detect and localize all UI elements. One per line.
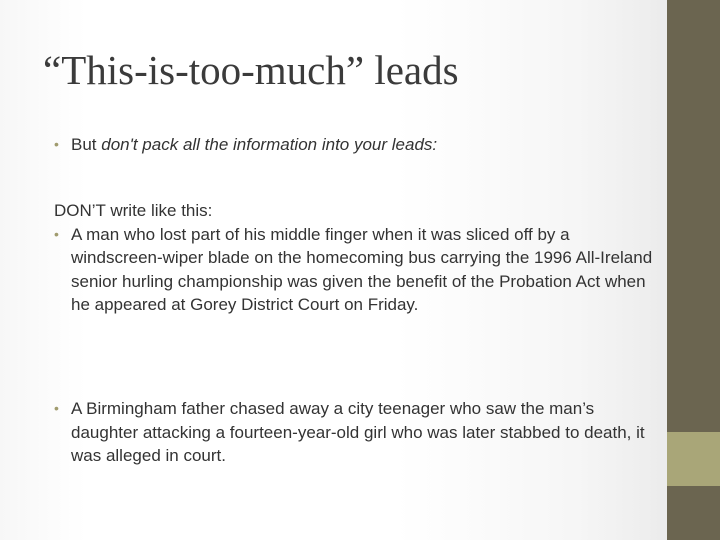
intro-bullet-row [54,133,654,157]
sidebar-dark-band [667,0,720,432]
dont-example-block [54,199,654,317]
intro-bullet-emphasis: don't pack all the information into your leads: [101,135,438,154]
intro-bullet-lead: But [71,135,102,154]
sidebar-bottom-band [667,486,720,540]
example-bullet-2 [54,397,654,468]
bullet-glyph: • [54,136,59,152]
sidebar-accent-block [667,432,720,486]
intro-bullet [54,133,654,157]
slide-title: “This-is-too-much” leads [43,47,459,93]
example-text-2: A Birmingham father chased away a city teenager who saw the man’s daughter attacking a fourteen-year-old girl who was later stabbed to death, it was alleged in court. [71,399,645,465]
bullet-glyph: • [54,400,59,416]
bullet-glyph: • [54,225,59,242]
example-bullet-1 [54,223,654,317]
example-text-1: A man who lost part of his middle finger when it was sliced off by a windscreen-wiper blade on the homecoming bus carrying the 1996 All-Ireland senior hurling championship was given the benefit of the Probation Act when he appeared at Gorey District Court on Friday. [71,224,653,314]
example-bullet-2-block [54,397,654,468]
dont-heading: DON’T write like this: [54,201,213,220]
